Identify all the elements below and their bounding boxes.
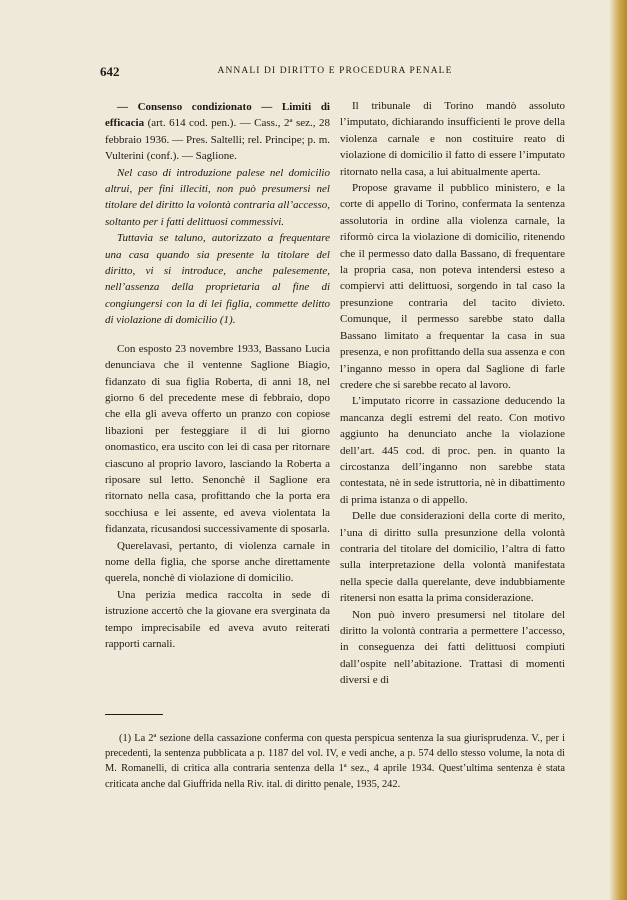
page-number: 642 [100, 64, 120, 79]
body-paragraph: Non può invero presumersi nel titolare del diritto la volontà contraria a permettere l’accesso, in conseguenza dei fatti delittuosi compiuti dall’ospite nell’abitazione. Trattasi di momenti diversi e di [340, 608, 565, 687]
page-edge [609, 0, 627, 900]
case-heading [105, 99, 330, 165]
case-summary [105, 165, 330, 329]
body-paragraph: L’imputato ricorre in cassazione deducendo la mancanza degli estremi del reato. Con motivo aggiunto ha denunciato anche la violazione dell’art. 445 cod. di proc. pen. in quanto la circostanza dell’inganno non sarebbe stata contestata, nè in sede istruttoria, nè in dibattimento di prima istanza o di appello. [340, 395, 565, 506]
footnote-divider [105, 714, 163, 715]
left-column [105, 99, 330, 652]
summary-paragraph: Nel caso di introduzione palese nel domicilio altrui, per fini illeciti, non può presumersi nel titolare del diritto la volontà contraria all’accesso, soltanto per i fatti delittuosi commessivi. [105, 166, 330, 228]
case-title: — Consenso condizionato — Limiti di efficacia [105, 101, 330, 130]
body-paragraph: Una perizia medica raccolta in sede di istruzione accertò che la giovane era sverginata da tempo imprecisabile ed aveva avuto reiterati rapporti carnali. [105, 588, 330, 650]
page-header [100, 64, 570, 80]
footnotes [105, 731, 565, 792]
case-citation: (art. 614 cod. pen.). — Cass., 2ª sez., 28 febbraio 1936. — Pres. Saltelli; rel. Principe; p. m. Vulterini (conf.). — Saglione. [105, 117, 330, 163]
right-column [340, 98, 565, 689]
body-paragraph: Con esposto 23 novembre 1933, Bassano Lucia denunciava che il ventenne Saglione Biagio, fidanzato di sua figlia Roberta, di anni 18, nel giorno 6 del precedente mese di febbraio, dopo che ella gli aveva offerto un pranzo con copiose libazioni per festeggiare il di lui giorno onomastico, era uscito con lei di casa per ritornare ciascuno al proprio lavoro, lasciando la Roberta a riposare sul letto. Senonchè il Saglione era ritornato nella casa, profittando che la porta era socchiusa e lei assente, ed aveva violentata la fidanzata, ricusandosi successivamente di sposarla. [105, 342, 330, 536]
body-paragraph: Querelavasi, pertanto, di violenza carnale in nome della figlia, che sporse anche direttamente querela, nonchè di violazione di domicilio. [105, 539, 330, 585]
summary-paragraph: Tuttavia se taluno, autorizzato a frequentare una casa quando sia presente la titolare del diritto, vi si introduce, anche palesemente, nell’assenza della proprietaria al fine di congiungersi con la di lei figlia, commette delitto di violazione di domicilio (1). [105, 232, 330, 327]
body-paragraph: Il tribunale di Torino mandò assoluto l’imputato, dichiarando insufficienti le prove della violenza carnale e non costituire reato di violazione di domicilio il fatto di essere l’imputato ritornato nella casa, a lui abitualmente aperta. [340, 100, 565, 178]
body-paragraph: Delle due considerazioni della corte di merito, l’una di diritto sulla presunzione della volontà contraria del titolare del domicilio, l’altra di fatto sulla interpretazione della volontà manifestata nella specie dalla querelante, deve indubbiamente ritenersi non esatta la prima considerazione. [340, 510, 565, 605]
footnote: (1) La 2ª sezione della cassazione conferma con questa perspicua sentenza la sua giurisprudenza. V., per i precedenti, la sentenza pubblicata a p. 1187 del vol. IV, e vedi anche, a p. 574 dello stesso volume, la nota di M. Romanelli, di critica alla contraria sentenza della 1ª sez., 4 aprile 1934. Quest’ultima sentenza è stata criticata anche dal Giuffrida nella Riv. ital. di diritto penale, 1935, 242. [105, 733, 565, 790]
body-paragraph: Propose gravame il pubblico ministero, e la corte di appello di Torino, confermata la sentenza assolutoria in ordine alla violenza carnale, la riformò circa la violazione di domicilio, ritenendo che il permesso dato dalla Bassano, di frequentare la propria casa, non poteva intendersi esteso a compiervi atti delittuosi, sorgendo in tal caso la presunzione contraria del tacito divieto. Comunque, il permesso sarebbe stato dalla Bassano limitato a frequentar la casa in sua presenza, e non profittando della sua assenza e con l’inganno messo in opera dal Saglione di farle credere che si sarebbe recato al lavoro. [340, 182, 565, 391]
running-title: ANNALI DI DIRITTO E PROCEDURA PENALE [217, 66, 453, 76]
